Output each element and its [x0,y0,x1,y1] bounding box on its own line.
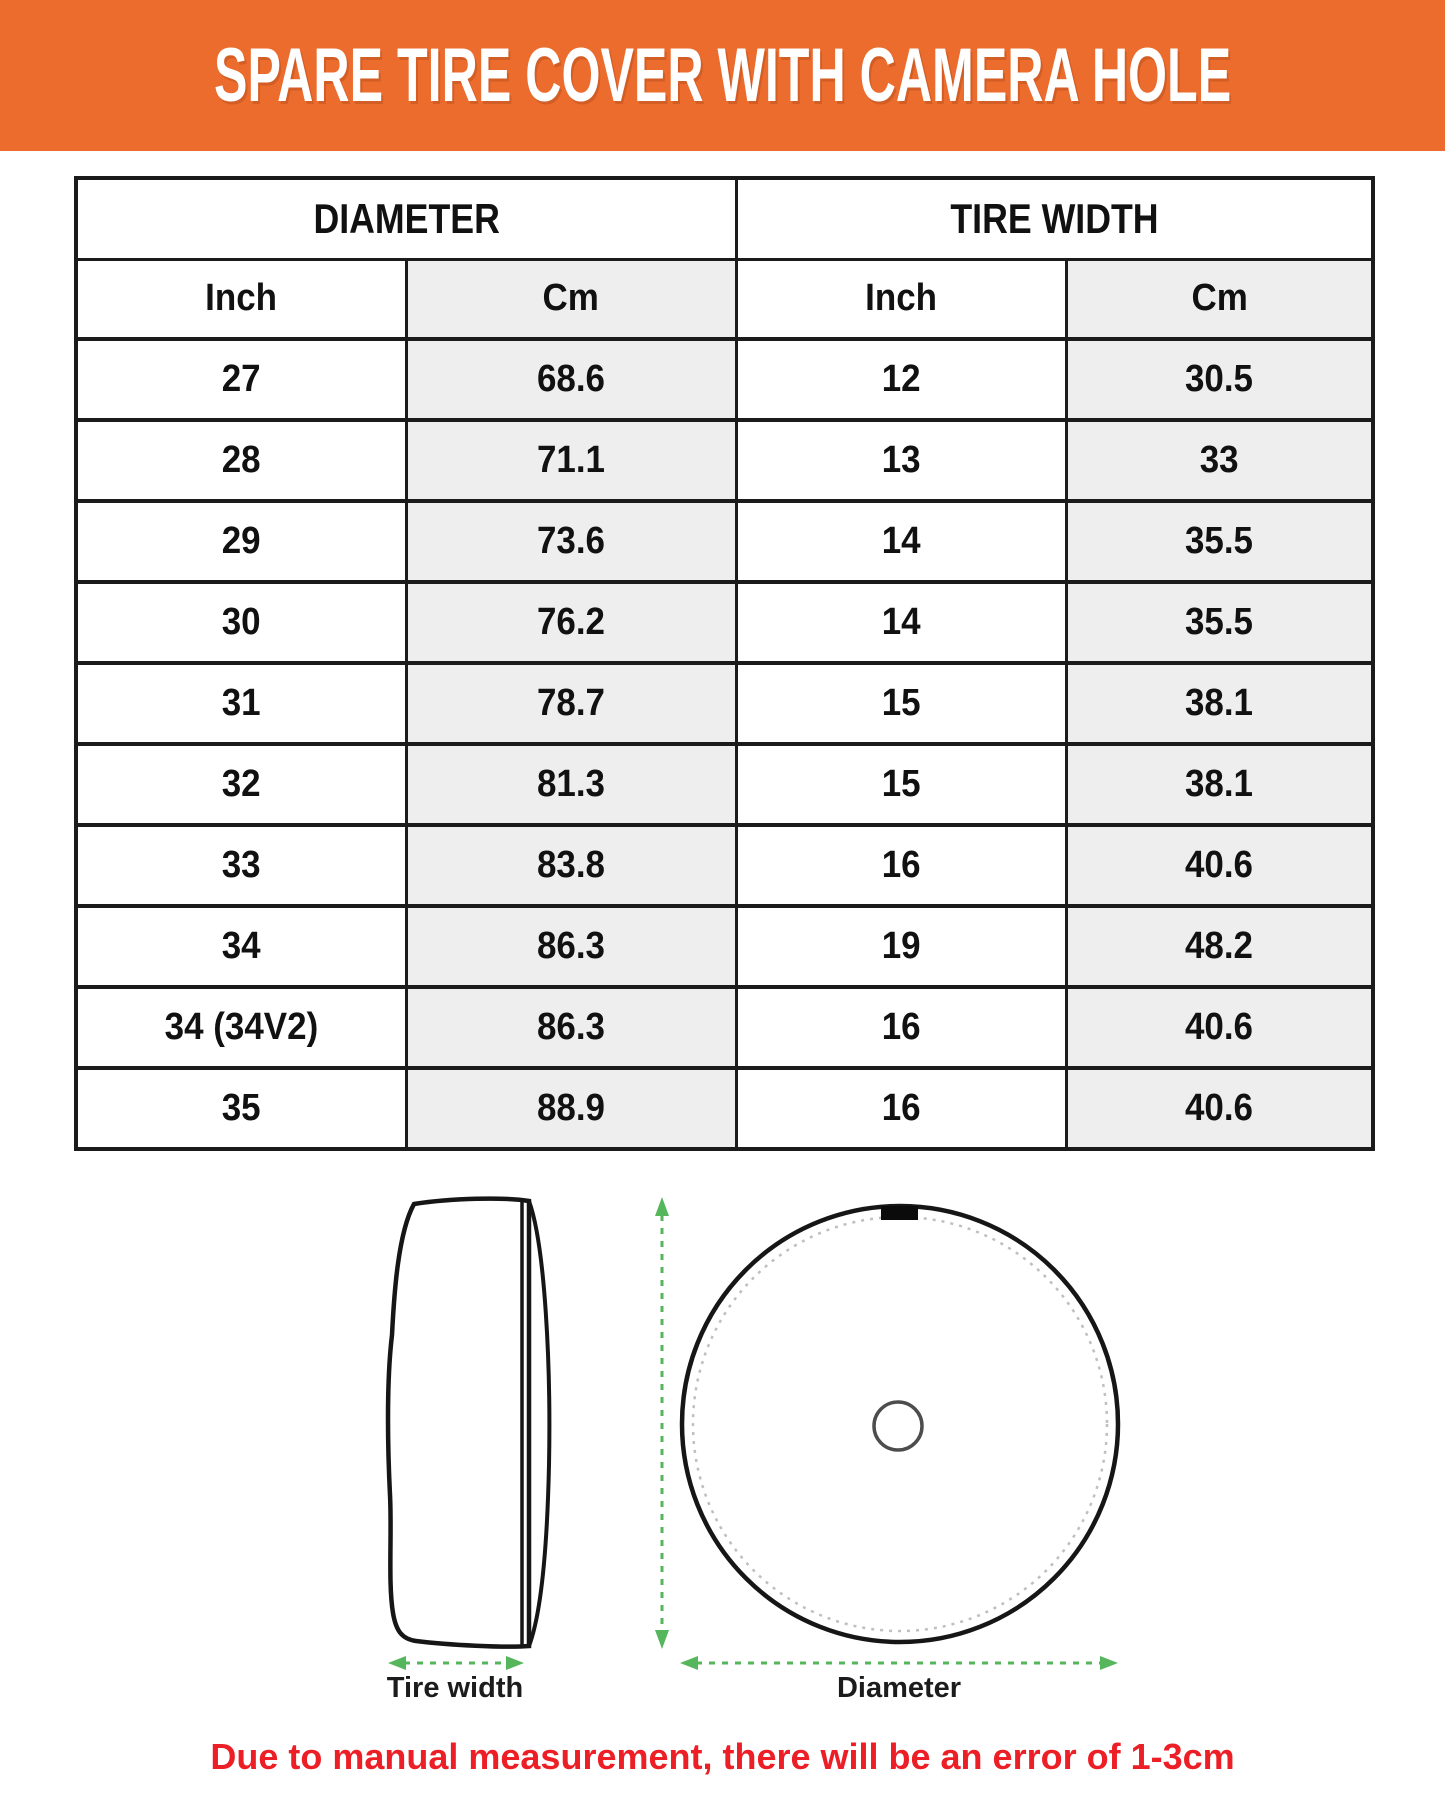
tire-width-arrow [388,1656,524,1670]
cell-diameter-cm: 78.7 [406,663,736,744]
cell-width-cm: 30.5 [1066,339,1373,420]
cell-diameter-cm: 83.8 [406,825,736,906]
cell-width-cm: 38.1 [1066,663,1373,744]
page-title: SPARE TIRE COVER WITH CAMERA HOLE [213,33,1232,118]
cell-diameter-cm: 81.3 [406,744,736,825]
tire-front-view [682,1206,1118,1642]
cell-diameter-inch: 28 [76,420,406,501]
cell-diameter-cm: 76.2 [406,582,736,663]
cell-diameter-cm: 88.9 [406,1068,736,1149]
cell-width-inch: 14 [736,582,1066,663]
cell-width-inch: 16 [736,825,1066,906]
cell-width-cm: 33 [1066,420,1373,501]
cell-diameter-cm: 86.3 [406,906,736,987]
cell-width-cm: 35.5 [1066,501,1373,582]
diameter-horizontal-arrow [680,1656,1118,1670]
cell-width-cm: 38.1 [1066,744,1373,825]
col-header-diameter-cm: Cm [406,259,736,339]
table-row [76,501,1373,582]
cell-width-inch: 16 [736,987,1066,1068]
table-row [76,582,1373,663]
tire-side-view [388,1199,549,1647]
group-header-row [76,178,1373,259]
camera-mount-mark [881,1206,918,1220]
cell-diameter-cm: 71.1 [406,420,736,501]
cell-diameter-inch: 32 [76,744,406,825]
cell-diameter-inch: 33 [76,825,406,906]
cell-width-inch: 15 [736,663,1066,744]
cell-width-inch: 19 [736,906,1066,987]
cell-diameter-inch: 34 [76,906,406,987]
cell-width-inch: 16 [736,1068,1066,1149]
cell-width-cm: 35.5 [1066,582,1373,663]
title-banner [0,0,1445,151]
group-header-diameter: DIAMETER [76,178,736,259]
table-row [76,420,1373,501]
col-header-width-cm: Cm [1066,259,1373,339]
column-header-row [76,259,1373,339]
table-row [76,339,1373,420]
size-table [74,176,1375,1151]
cell-diameter-inch: 27 [76,339,406,420]
cell-width-cm: 40.6 [1066,1068,1373,1149]
table-row [76,906,1373,987]
camera-hole [874,1402,922,1450]
cell-width-inch: 13 [736,420,1066,501]
table-row [76,1068,1373,1149]
cell-diameter-cm: 68.6 [406,339,736,420]
cell-width-cm: 40.6 [1066,987,1373,1068]
diameter-vertical-arrow [655,1197,669,1649]
cell-diameter-inch: 29 [76,501,406,582]
col-header-diameter-inch: Inch [76,259,406,339]
tire-measurement-diagram [0,1185,1445,1715]
cell-width-inch: 14 [736,501,1066,582]
cell-width-cm: 48.2 [1066,906,1373,987]
cell-width-cm: 40.6 [1066,825,1373,906]
cell-width-inch: 12 [736,339,1066,420]
table-row [76,825,1373,906]
group-header-tire-width: TIRE WIDTH [736,178,1373,259]
table-row [76,744,1373,825]
measurement-error-note: Due to manual measurement, there will be an error of 1-3cm [210,1736,1235,1777]
table-row [76,663,1373,744]
cell-diameter-inch: 35 [76,1068,406,1149]
diameter-label: Diameter [836,1672,962,1704]
cell-diameter-cm: 86.3 [406,987,736,1068]
cell-diameter-inch: 30 [76,582,406,663]
cell-diameter-cm: 73.6 [406,501,736,582]
table-row [76,987,1373,1068]
col-header-width-inch: Inch [736,259,1066,339]
cell-diameter-inch: 31 [76,663,406,744]
cell-width-inch: 15 [736,744,1066,825]
tire-width-label: Tire width [386,1672,524,1704]
cell-diameter-inch: 34 (34V2) [76,987,406,1068]
